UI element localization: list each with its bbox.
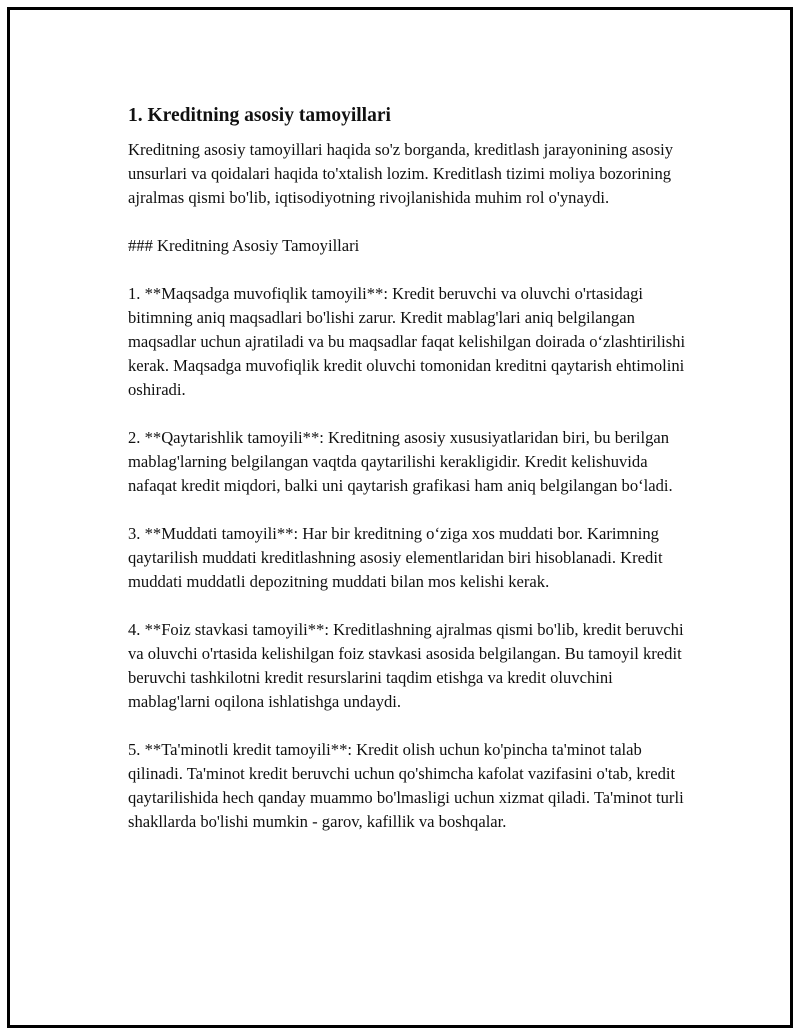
page-frame <box>7 7 793 1028</box>
principle-item: 1. **Maqsadga muvofiqlik tamoyili**: Kredit beruvchi va oluvchi o'rtasidagi bitimning aniq maqsadlari bo'lishi zarur. Kredit mablag'lari aniq belgilangan maqsadlar uchun ajratiladi va bu maqsadlar faqat kelishilgan doirada o‘zlashtirilishi kerak. Maqsadga muvofiqlik kredit oluvchi tomonidan kreditni qaytarish ehtimolini oshiradi. <box>128 284 686 399</box>
spacer <box>128 714 698 738</box>
principle-item: 2. **Qaytarishlik tamoyili**: Kreditning asosiy xususiyatlaridan biri, bu berilgan mablag'larning belgilangan vaqtda qaytarilishi kerakligidir. Kredit kelishuvida nafaqat kredit miqdori, balki uni qaytarish grafikasi ham aniq belgilangan bo‘ladi. <box>128 428 673 495</box>
spacer <box>128 210 698 234</box>
document-body <box>128 104 698 834</box>
principle-item: 4. **Foiz stavkasi tamoyili**: Kreditlashning ajralmas qismi bo'lib, kredit beruvchi va oluvchi o'rtasida kelishilgan foiz stavkasi asosida belgilangan. Bu tamoyil kredit beruvchi tashkilotni kredit resurslarini taqdim etishga va kredit oluvchini mablag'larni oqilona ishlatishga undaydi. <box>128 620 684 711</box>
spacer <box>128 594 698 618</box>
principle-item: 5. **Ta'minotli kredit tamoyili**: Kredit olish uchun ko'pincha ta'minot talab qilinadi. Ta'minot kredit beruvchi uchun qo'shimcha kafolat vazifasini o'tab, kredit qaytarilishida hech qanday muammo bo'lmasligi uchun xizmat qiladi. Ta'minot turli shakllarda bo'lishi mumkin - garov, kafillik va boshqalar. <box>128 740 684 831</box>
section-subheading: ### Kreditning Asosiy Tamoyillari <box>128 236 360 255</box>
page-title: 1. Kreditning asosiy tamoyillari <box>128 105 391 126</box>
spacer <box>128 498 698 522</box>
principle-item: 3. **Muddati tamoyili**: Har bir kreditning o‘ziga xos muddati bor. Karimning qaytarilish muddati kreditlashning asosiy elementlaridan biri hisoblanadi. Kredit muddati muddatli depozitning muddati bilan mos kelishi kerak. <box>128 524 663 591</box>
spacer <box>128 258 698 282</box>
intro-paragraph: Kreditning asosiy tamoyillari haqida so'z borganda, kreditlash jarayonining asosiy unsurlari va qoidalari haqida to'xtalish lozim. Kreditlash tizimi moliya bozorining ajralmas qismi bo'lib, iqtisodiyotning rivojlanishida muhim rol o'ynaydi. <box>128 140 674 207</box>
spacer <box>128 402 698 426</box>
